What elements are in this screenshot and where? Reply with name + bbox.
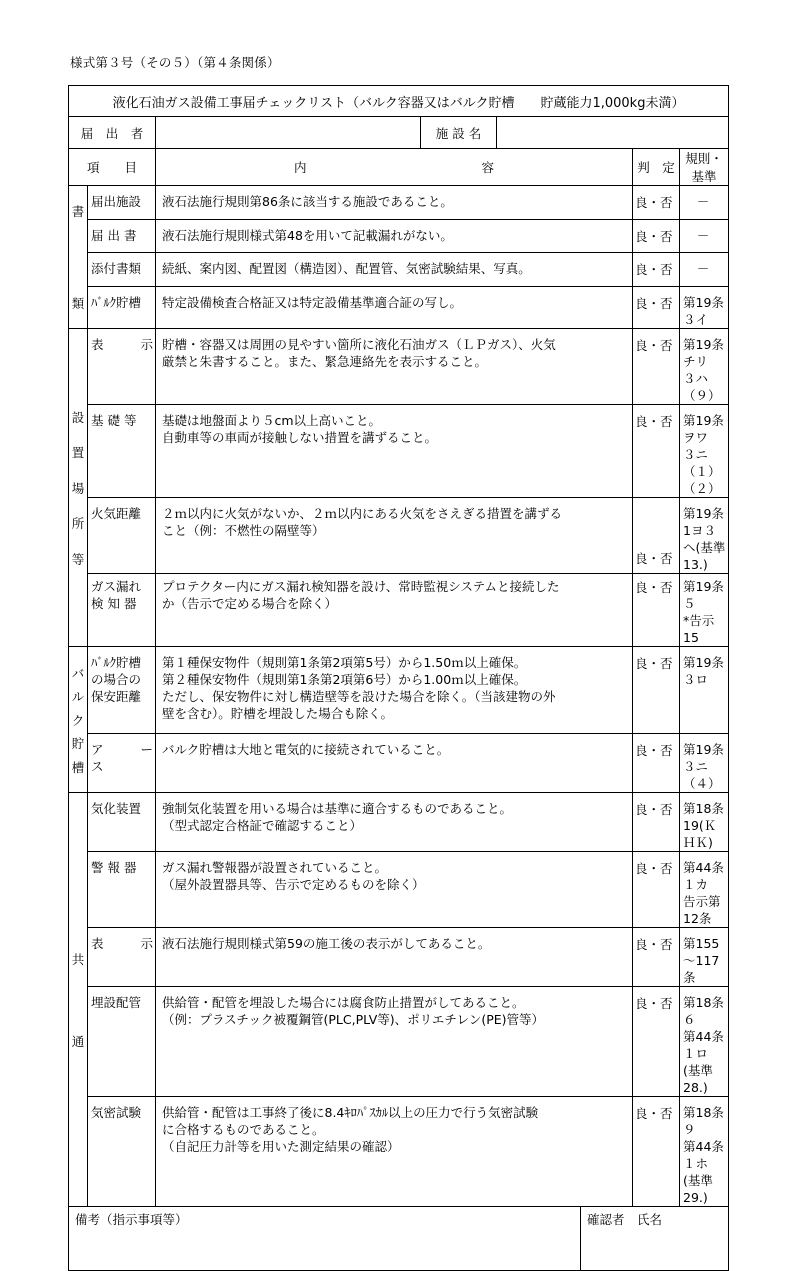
category-char: 等 xyxy=(71,551,85,567)
category-char: 書 xyxy=(71,204,85,219)
item-content: バルク貯槽は大地と電気的に接続されていること。 xyxy=(156,734,633,793)
judgment-cell[interactable]: 良・否 xyxy=(633,928,680,987)
judgment-cell[interactable]: 良・否 xyxy=(633,852,680,928)
facility-name-field[interactable] xyxy=(497,117,729,149)
confirmer-label: 確認者 氏名 xyxy=(587,1212,663,1227)
confirmer-field[interactable] xyxy=(581,1207,729,1271)
item-label: 火気距離 xyxy=(88,498,156,574)
category-char: バ xyxy=(71,665,85,681)
category-common xyxy=(69,793,88,1207)
table-row xyxy=(69,574,729,647)
table-row xyxy=(69,1097,729,1207)
rule-reference: － xyxy=(680,220,729,253)
category-char: ク xyxy=(71,712,85,728)
item-label: 気化装置 xyxy=(88,793,156,852)
table-row xyxy=(69,253,729,287)
table-row xyxy=(69,647,729,734)
category-char: 類 xyxy=(71,296,85,311)
item-label: ガス漏れ 検 知 器 xyxy=(88,574,156,647)
remarks-field[interactable] xyxy=(69,1207,581,1271)
form-number: 様式第３号（その５）（第４条関係） xyxy=(70,55,280,70)
rule-reference: 第19条５ *告示15 xyxy=(680,574,729,647)
item-content: 供給管・配管は工事終了後に8.4ｷﾛﾊﾟｽｶﾙ以上の圧力で行う気密試験 に合格するものであること。 （自記圧力計等を用いた測定結果の確認） xyxy=(156,1097,633,1207)
category-char: 場 xyxy=(71,480,85,496)
applicant-label: 届 出 者 xyxy=(69,117,156,149)
judgment-cell[interactable]: 良・否 xyxy=(633,574,680,647)
table-row xyxy=(69,793,729,852)
item-label: 基 礎 等 xyxy=(88,405,156,498)
table-row xyxy=(69,220,729,253)
item-content: 特定設備検査合格証又は特定設備基準適合証の写し。 xyxy=(156,287,633,329)
category-char: 置 xyxy=(71,445,85,460)
applicant-field[interactable] xyxy=(156,117,421,149)
category-char: 通 xyxy=(71,1033,85,1049)
rule-reference: 第155～117 条 xyxy=(680,928,729,987)
item-content: 供給管・配管を埋設した場合には腐食防止措置がしてあること。 （例：プラスチック被覆鋼管(PLC,PLV等)、ポリエチレン(PE)管等） xyxy=(156,987,633,1097)
item-content: 液石法施行規則様式第59の施工後の表示がしてあること。 xyxy=(156,928,633,987)
item-label: ﾊﾞﾙｸ貯槽 xyxy=(88,287,156,329)
column-header-judgment: 判 定 xyxy=(633,149,680,186)
category-char: 共 xyxy=(71,951,85,967)
table-row xyxy=(69,405,729,498)
category-char: 設 xyxy=(71,409,85,425)
rule-reference: 第19条1ヨ３ ヘ(基準13.) xyxy=(680,498,729,574)
item-label: 届出施設 xyxy=(88,186,156,220)
table-row xyxy=(69,329,729,405)
table-row xyxy=(69,852,729,928)
judgment-cell[interactable]: 良・否 xyxy=(633,329,680,405)
table-row xyxy=(69,498,729,574)
rule-reference: 第19条ヲワ ３ニ（１） （２） xyxy=(680,405,729,498)
column-header-rule: 規則・基準 xyxy=(680,149,729,186)
rule-reference: 第18条６ 第44条１ロ (基準28.) xyxy=(680,987,729,1097)
judgment-cell[interactable]: 良・否 xyxy=(633,1097,680,1207)
item-label: 表 示 xyxy=(88,329,156,405)
rule-reference: 第19条３ニ （４） xyxy=(680,734,729,793)
item-content: 液石法施行規則様式第48を用いて記載漏れがない。 xyxy=(156,220,633,253)
rule-reference: 第19条チリ ３ハ（９） xyxy=(680,329,729,405)
judgment-cell[interactable]: 良・否 xyxy=(633,220,680,253)
remarks-label: 備考（指示事項等） xyxy=(75,1212,188,1227)
item-label: 届 出 書 xyxy=(88,220,156,253)
table-row xyxy=(69,987,729,1097)
item-label: 警 報 器 xyxy=(88,852,156,928)
category-bulk-tank xyxy=(69,647,88,793)
rule-reference: 第19条３イ xyxy=(680,287,729,329)
judgment-cell[interactable]: 良・否 xyxy=(633,186,680,220)
judgment-cell[interactable]: 良・否 xyxy=(633,405,680,498)
item-label: 気密試験 xyxy=(88,1097,156,1207)
column-header-item: 項 目 xyxy=(69,149,156,186)
checklist-table xyxy=(68,85,729,1271)
item-content: 強制気化装置を用いる場合は基準に適合するものであること。 （型式認定合格証で確認すること） xyxy=(156,793,633,852)
rule-reference: － xyxy=(680,253,729,287)
judgment-cell[interactable]: 良・否 xyxy=(633,734,680,793)
rule-reference: 第44条１カ 告示第12条 xyxy=(680,852,729,928)
rule-reference: 第18条19(Ｋ ＨＫ) xyxy=(680,793,729,852)
item-label: 埋設配管 xyxy=(88,987,156,1097)
category-char: 槽 xyxy=(71,759,85,775)
category-site xyxy=(69,329,88,647)
item-content: ガス漏れ警報器が設置されていること。 （屋外設置器具等、告示で定めるものを除く） xyxy=(156,852,633,928)
judgment-cell[interactable]: 良・否 xyxy=(633,987,680,1097)
judgment-cell[interactable]: 良・否 xyxy=(633,793,680,852)
rule-reference: － xyxy=(680,186,729,220)
category-char: ル xyxy=(71,689,85,704)
table-row xyxy=(69,928,729,987)
table-row xyxy=(69,734,729,793)
item-content: 液石法施行規則第86条に該当する施設であること。 xyxy=(156,186,633,220)
item-label: ﾊﾞﾙｸ貯槽 の場合の 保安距離 xyxy=(88,647,156,734)
item-label: 添付書類 xyxy=(88,253,156,287)
item-content: ２ｍ以内に火気がないか、２ｍ以内にある火気をさえぎる措置を講ずる こと（例：不燃性の隔壁等） xyxy=(156,498,633,574)
checklist-title: 液化石油ガス設備工事届チェックリスト（バルク容器又はバルク貯槽 貯蔵能力1,000kg未満） xyxy=(69,86,729,117)
rule-reference: 第18条９ 第44条１ホ (基準29.) xyxy=(680,1097,729,1207)
facility-name-label: 施 設 名 xyxy=(421,117,497,149)
item-label: ア ー ス xyxy=(88,734,156,793)
table-row xyxy=(69,186,729,220)
item-label: 表 示 xyxy=(88,928,156,987)
item-content: 貯槽・容器又は周囲の見やすい箇所に液化石油ガス（ＬＰガス）、火気 厳禁と朱書すること。また、緊急連絡先を表示すること。 xyxy=(156,329,633,405)
item-content: 基礎は地盤面より５cm以上高いこと。 自動車等の車両が接触しない措置を講ずること。 xyxy=(156,405,633,498)
item-content: 第１種保安物件（規則第1条第2項第5号）から1.50ｍ以上確保。 第２種保安物件（規則第1条第2項第6号）から1.00ｍ以上確保。 ただし、保安物件に対し構造壁等を設けた場合を除く。（当該建物の外 壁を含む）。貯槽を埋設した場合も除く。 xyxy=(156,647,633,734)
column-header-content: 内 容 xyxy=(156,149,633,186)
rule-reference: 第19条３ロ xyxy=(680,647,729,734)
judgment-cell[interactable]: 良・否 xyxy=(633,253,680,287)
judgment-cell[interactable]: 良・否 xyxy=(633,498,680,574)
item-content: プロテクター内にガス漏れ検知器を設け、常時監視システムと接続した か（告示で定める場合を除く） xyxy=(156,574,633,647)
judgment-cell[interactable]: 良・否 xyxy=(633,287,680,329)
judgment-cell[interactable]: 良・否 xyxy=(633,647,680,734)
category-char: 貯 xyxy=(71,736,85,751)
category-char: 所 xyxy=(71,516,85,531)
item-content: 続紙、案内図、配置図（構造図）、配置管、気密試験結果、写真。 xyxy=(156,253,633,287)
category-documents xyxy=(69,186,88,329)
table-row xyxy=(69,287,729,329)
